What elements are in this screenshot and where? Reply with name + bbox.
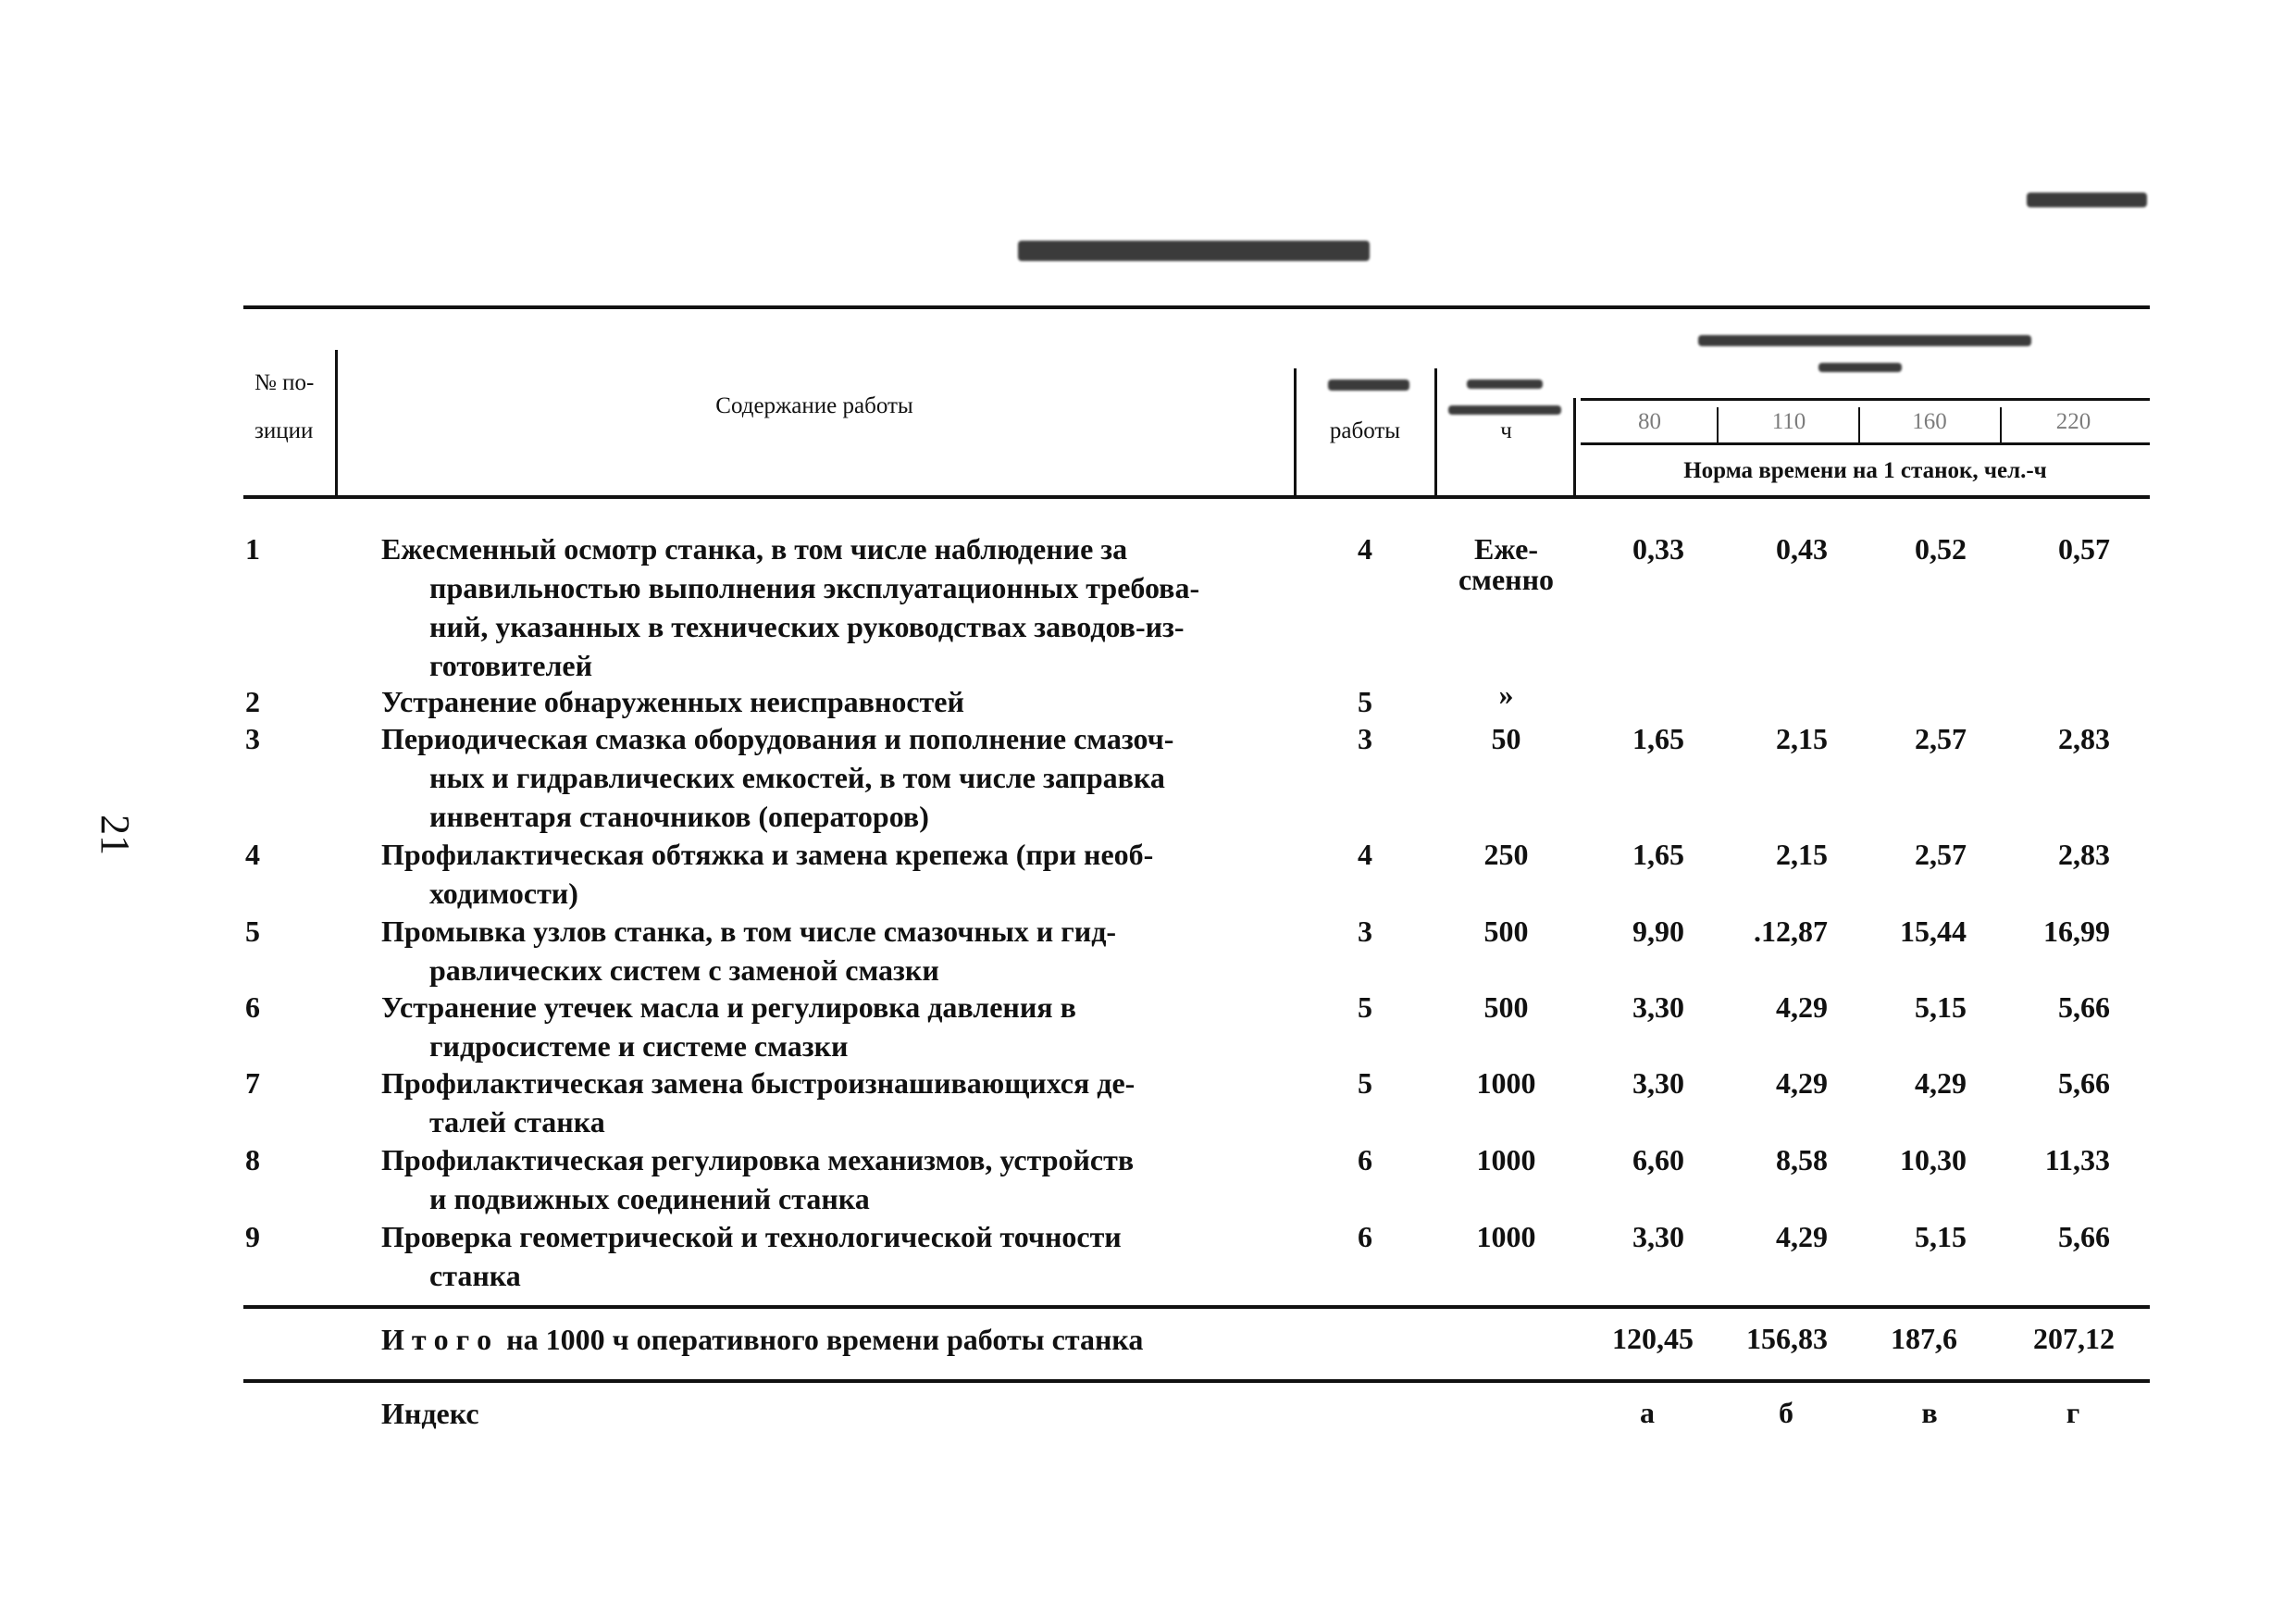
header-grade-line2: работы: [1329, 418, 1401, 443]
row-3-value-4: 2,83: [2058, 722, 2110, 755]
row-6-grade: 5: [1358, 990, 1372, 1024]
row-8-period: 1000: [1476, 1143, 1536, 1176]
row-5-line-2: равлических систем с заменой смазки: [429, 953, 939, 987]
header-period-line1-illegible: [1467, 380, 1543, 389]
row-3-period: 50: [1491, 722, 1521, 755]
row-7-grade: 5: [1358, 1066, 1372, 1100]
row-1-value-2: 0,43: [1776, 532, 1828, 566]
table-top-rule: [243, 305, 2150, 309]
row-5-description: [381, 912, 1214, 989]
header-bottom-rule: [243, 495, 2150, 499]
row-4-description: [381, 835, 1214, 913]
header-period-line3: ч: [1500, 418, 1512, 443]
row-5-value-1: 9,90: [1632, 915, 1684, 948]
row-1-value-3: 0,52: [1915, 532, 1967, 566]
row-4-line-2: ходимости): [429, 877, 578, 910]
row-8-value-3: 10,30: [1900, 1143, 1967, 1176]
subheader-rule-top: [1581, 398, 2150, 401]
row-6-description: [381, 988, 1214, 1065]
row-4-value-4: 2,83: [2058, 838, 2110, 871]
row-7-value-3: 4,29: [1915, 1066, 1967, 1100]
row-7-line-2: талей станка: [429, 1105, 605, 1139]
header-period-line2-illegible: [1448, 405, 1561, 415]
row-9-value-3: 5,15: [1915, 1220, 1967, 1253]
row-2-pos: 2: [245, 685, 260, 718]
row-1-line-3: ний, указанных в технических руководствах заводов-из-: [429, 610, 1185, 643]
row-1-pos: 1: [245, 532, 260, 566]
row-4-value-2: 2,15: [1776, 838, 1828, 871]
row-6-period: 500: [1483, 990, 1529, 1024]
index-value-1: а: [1640, 1396, 1655, 1429]
header-divider-1: [335, 350, 338, 495]
header-group-line2-illegible: [1818, 363, 1902, 372]
header-pos-line1: № по-: [254, 370, 315, 395]
total-label: И т о г о на 1000 ч оперативного времени работы станка: [381, 1323, 1144, 1356]
row-2-line-1: Устранение обнаруженных неисправностей: [381, 685, 964, 718]
row-8-value-2: 8,58: [1776, 1143, 1828, 1176]
row-7-value-2: 4,29: [1776, 1066, 1828, 1100]
row-5-value-3: 15,44: [1900, 915, 1967, 948]
row-9-value-1: 3,30: [1632, 1220, 1684, 1253]
total-top-rule: [243, 1305, 2150, 1309]
row-1-line-4: готовителей: [429, 649, 593, 682]
row-9-value-4: 5,66: [2058, 1220, 2110, 1253]
total-bottom-rule: [243, 1379, 2150, 1383]
header-subcol-2: 110: [1771, 409, 1806, 434]
row-5-period: 500: [1483, 915, 1529, 948]
row-6-value-4: 5,66: [2058, 990, 2110, 1024]
row-2-grade: 5: [1358, 685, 1372, 718]
row-1-line-2: правильностью выполнения эксплуатационных требова-: [429, 571, 1200, 604]
row-3-pos: 3: [245, 722, 260, 755]
header-divider-3: [1434, 368, 1437, 495]
index-value-2: б: [1779, 1396, 1793, 1429]
row-6-line-1: Устранение утечек масла и регулировка давления в: [381, 990, 1076, 1024]
row-3-line-2: ных и гидравлических емкостей, в том числе заправка: [429, 761, 1165, 794]
row-4-period: 250: [1483, 838, 1529, 871]
row-9-value-2: 4,29: [1776, 1220, 1828, 1253]
row-7-pos: 7: [245, 1066, 260, 1100]
row-7-period: 1000: [1476, 1066, 1536, 1100]
row-8-pos: 8: [245, 1143, 260, 1176]
header-content: Содержание работы: [715, 393, 913, 418]
row-9-period: 1000: [1476, 1220, 1536, 1253]
row-3-value-3: 2,57: [1915, 722, 1967, 755]
row-7-description: [381, 1064, 1214, 1141]
row-7-line-1: Профилактическая замена быстроизнашивающихся де-: [381, 1066, 1136, 1100]
row-4-value-1: 1,65: [1632, 838, 1684, 871]
row-8-line-2: и подвижных соединений станка: [429, 1182, 870, 1215]
index-value-4: г: [2066, 1396, 2080, 1429]
row-8-description: [381, 1140, 1214, 1218]
row-6-value-3: 5,15: [1915, 990, 1967, 1024]
row-2-description: [381, 682, 1214, 721]
row-3-description: [381, 719, 1214, 836]
page-number: 21: [93, 815, 138, 855]
row-9-pos: 9: [245, 1220, 260, 1253]
row-1-grade: 4: [1358, 532, 1372, 566]
row-9-grade: 6: [1358, 1220, 1372, 1253]
header-subcol-4: 220: [2055, 409, 2091, 434]
header-subcol-3: 160: [1912, 409, 1947, 434]
header-pos-line2: зиции: [254, 418, 314, 443]
row-4-value-3: 2,57: [1915, 838, 1967, 871]
row-8-value-1: 6,60: [1632, 1143, 1684, 1176]
row-1-period-line2: сменно: [1458, 563, 1555, 596]
total-value-4: 207,12: [2033, 1322, 2115, 1355]
row-8-grade: 6: [1358, 1143, 1372, 1176]
row-3-value-1: 1,65: [1632, 722, 1684, 755]
row-7-value-1: 3,30: [1632, 1066, 1684, 1100]
row-5-value-2: .12,87: [1754, 915, 1828, 948]
row-3-line-1: Периодическая смазка оборудования и пополнение смазоч-: [381, 722, 1174, 755]
row-8-line-1: Профилактическая регулировка механизмов, устройств: [381, 1143, 1135, 1176]
row-9-line-1: Проверка геометрической и технологической точности: [381, 1220, 1122, 1253]
row-4-pos: 4: [245, 838, 260, 871]
index-value-3: в: [1921, 1396, 1938, 1429]
row-3-grade: 3: [1358, 722, 1372, 755]
row-9-description: [381, 1217, 1214, 1295]
subcol-divider-1: [1717, 407, 1719, 442]
header-grade-line1-illegible: [1328, 380, 1409, 391]
row-1-description: [381, 529, 1214, 685]
row-1-period-line1: Еже-: [1474, 532, 1538, 566]
row-6-value-1: 3,30: [1632, 990, 1684, 1024]
row-7-value-4: 5,66: [2058, 1066, 2110, 1100]
header-divider-4: [1573, 398, 1576, 495]
row-1-value-1: 0,33: [1632, 532, 1684, 566]
row-5-grade: 3: [1358, 915, 1372, 948]
row-6-line-2: гидросистеме и системе смазки: [429, 1029, 849, 1063]
row-6-value-2: 4,29: [1776, 990, 1828, 1024]
row-1-line-1: Ежесменный осмотр станка, в том числе наблюдение за: [381, 532, 1128, 566]
row-9-line-2: станка: [429, 1259, 521, 1292]
row-3-value-2: 2,15: [1776, 722, 1828, 755]
total-value-2: 156,83: [1746, 1322, 1828, 1355]
row-5-line-1: Промывка узлов станка, в том числе смазочных и гид-: [381, 915, 1117, 948]
row-4-grade: 4: [1358, 838, 1372, 871]
row-5-value-4: 16,99: [2043, 915, 2110, 948]
total-value-3: 187,6: [1891, 1322, 1957, 1355]
subheader-rule-bottom: [1581, 442, 2150, 445]
header-group-line1-illegible: [1698, 335, 2031, 346]
header-subcol-1: 80: [1638, 409, 1661, 434]
row-3-line-3: инвентаря станочников (операторов): [429, 800, 929, 833]
row-4-line-1: Профилактическая обтяжка и замена крепежа (при необ-: [381, 838, 1154, 871]
row-6-pos: 6: [245, 990, 260, 1024]
illegible-table-label: [2027, 193, 2147, 207]
row-1-value-4: 0,57: [2058, 532, 2110, 566]
row-8-value-4: 11,33: [2044, 1143, 2110, 1176]
illegible-title: [1018, 241, 1370, 261]
total-value-1: 120,45: [1612, 1322, 1694, 1355]
index-label: Индекс: [381, 1397, 479, 1430]
row-5-pos: 5: [245, 915, 260, 948]
header-norm: Норма времени на 1 станок, чел.-ч: [1683, 458, 2047, 483]
row-2-period: »: [1498, 678, 1514, 711]
